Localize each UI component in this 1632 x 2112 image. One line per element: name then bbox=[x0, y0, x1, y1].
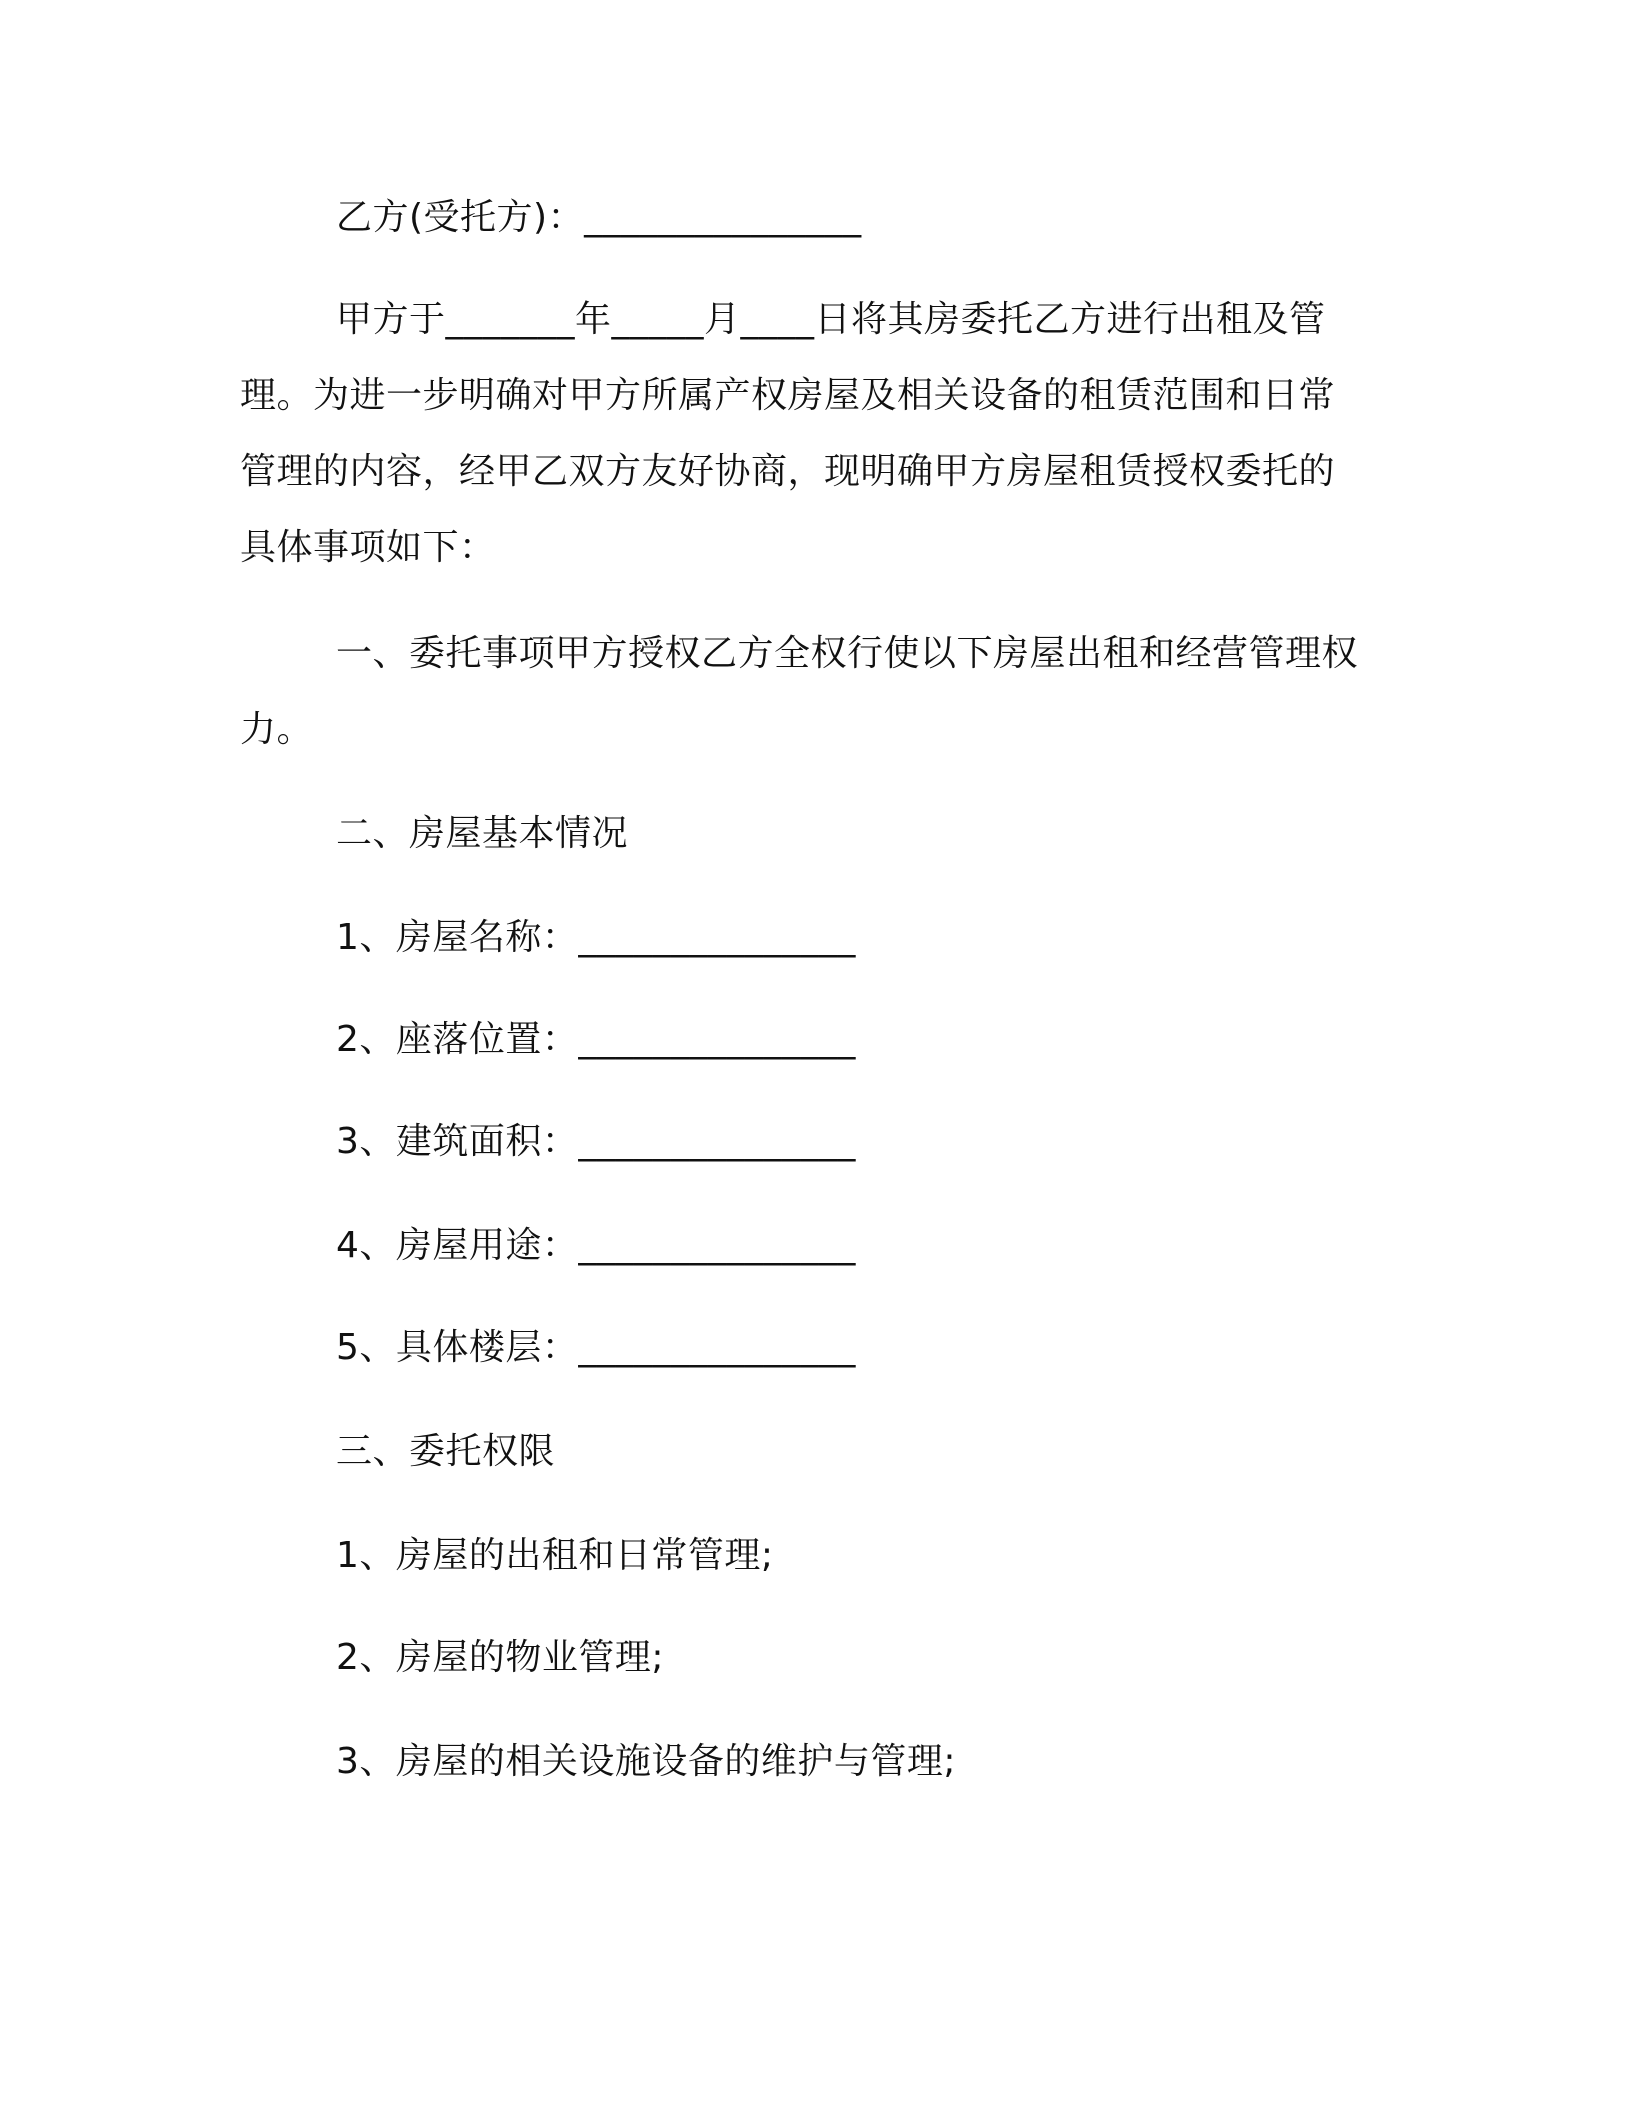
section-3-item: 2、房屋的物业管理; bbox=[336, 1637, 665, 1678]
intro-line: 管理的内容，经甲乙双方友好协商，现明确甲方房屋租赁授权委托的 bbox=[240, 451, 1336, 492]
intro-line: 甲方于_______年_____月____日将其房委托乙方进行出租及管 bbox=[336, 299, 1326, 340]
section-2-item: 1、房屋名称：_______________ bbox=[336, 917, 856, 958]
section-2-item: 2、座落位置：_______________ bbox=[336, 1019, 856, 1060]
section-2-item: 4、房屋用途：_______________ bbox=[336, 1225, 856, 1266]
section-1-line: 一、委托事项甲方授权乙方全权行使以下房屋出租和经营管理权 bbox=[336, 633, 1359, 674]
section-1-line: 力。 bbox=[240, 709, 314, 750]
party-b-line: 乙方(受托方)：_______________ bbox=[336, 197, 862, 238]
section-2-item: 3、建筑面积：_______________ bbox=[336, 1121, 856, 1162]
section-3-title: 三、委托权限 bbox=[336, 1431, 556, 1472]
section-3-item: 1、房屋的出租和日常管理; bbox=[336, 1535, 774, 1576]
intro-line: 理。为进一步明确对甲方所属产权房屋及相关设备的租赁范围和日常 bbox=[240, 375, 1336, 416]
section-2-title: 二、房屋基本情况 bbox=[336, 813, 629, 854]
intro-line: 具体事项如下： bbox=[240, 527, 496, 568]
section-3-item: 3、房屋的相关设施设备的维护与管理; bbox=[336, 1741, 957, 1782]
section-2-item: 5、具体楼层：_______________ bbox=[336, 1327, 856, 1368]
